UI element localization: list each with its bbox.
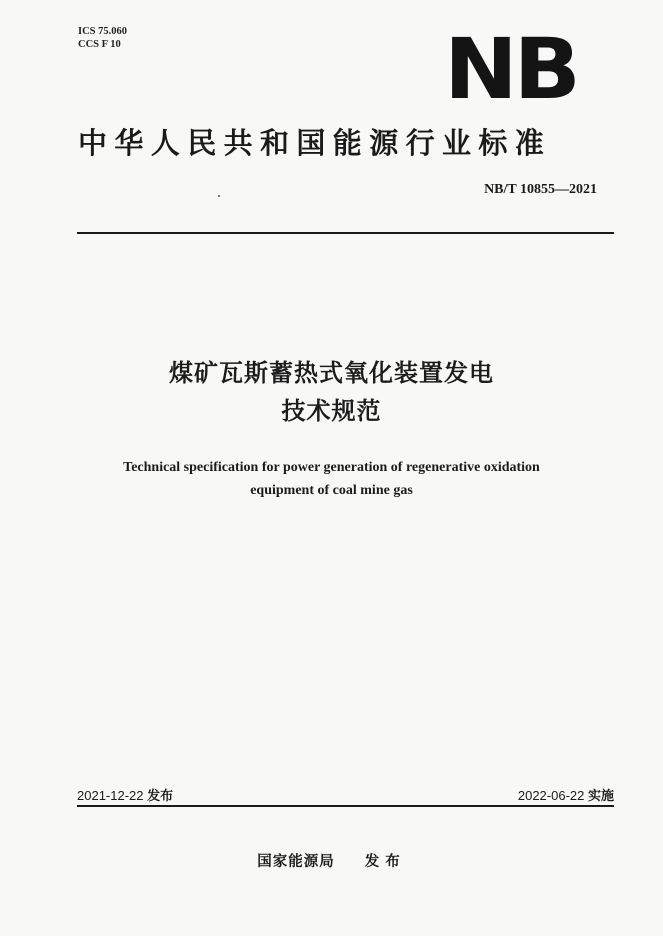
scan-speck xyxy=(218,195,220,197)
publisher-organization: 国家能源局 xyxy=(257,854,335,870)
implementation-date-block xyxy=(518,785,614,804)
ics-code: ICS 75.060 xyxy=(78,26,128,37)
standard-number xyxy=(484,182,597,198)
english-title-line-1: Technical specification for power generation of regenerative oxidation xyxy=(123,460,540,475)
top-divider xyxy=(77,232,614,234)
english-title xyxy=(0,456,663,502)
chinese-title xyxy=(0,354,663,430)
issue-label: 发布 xyxy=(147,789,174,804)
standard-category-title: 中华人民共和国能源行业标准 xyxy=(78,126,552,160)
bottom-divider xyxy=(77,805,614,807)
implementation-label: 实施 xyxy=(587,789,614,804)
publisher-action: 发布 xyxy=(364,854,406,870)
issue-date: 2021-12-22 xyxy=(77,788,144,803)
ccs-code: CCS F 10 xyxy=(78,39,121,50)
classification-codes xyxy=(78,25,127,51)
standard-number-text: NB/T 10855—2021 xyxy=(484,182,597,197)
english-title-line-2: equipment of coal mine gas xyxy=(250,483,413,498)
implementation-date: 2022-06-22 xyxy=(517,788,585,803)
nb-logo: NB xyxy=(444,20,577,118)
dates-row xyxy=(77,785,614,805)
chinese-title-line-1: 煤矿瓦斯蓄热式氧化装置发电 xyxy=(169,359,494,387)
publisher-line xyxy=(0,850,663,871)
issue-date-block xyxy=(77,785,173,804)
chinese-title-line-2: 技术规范 xyxy=(281,397,382,425)
